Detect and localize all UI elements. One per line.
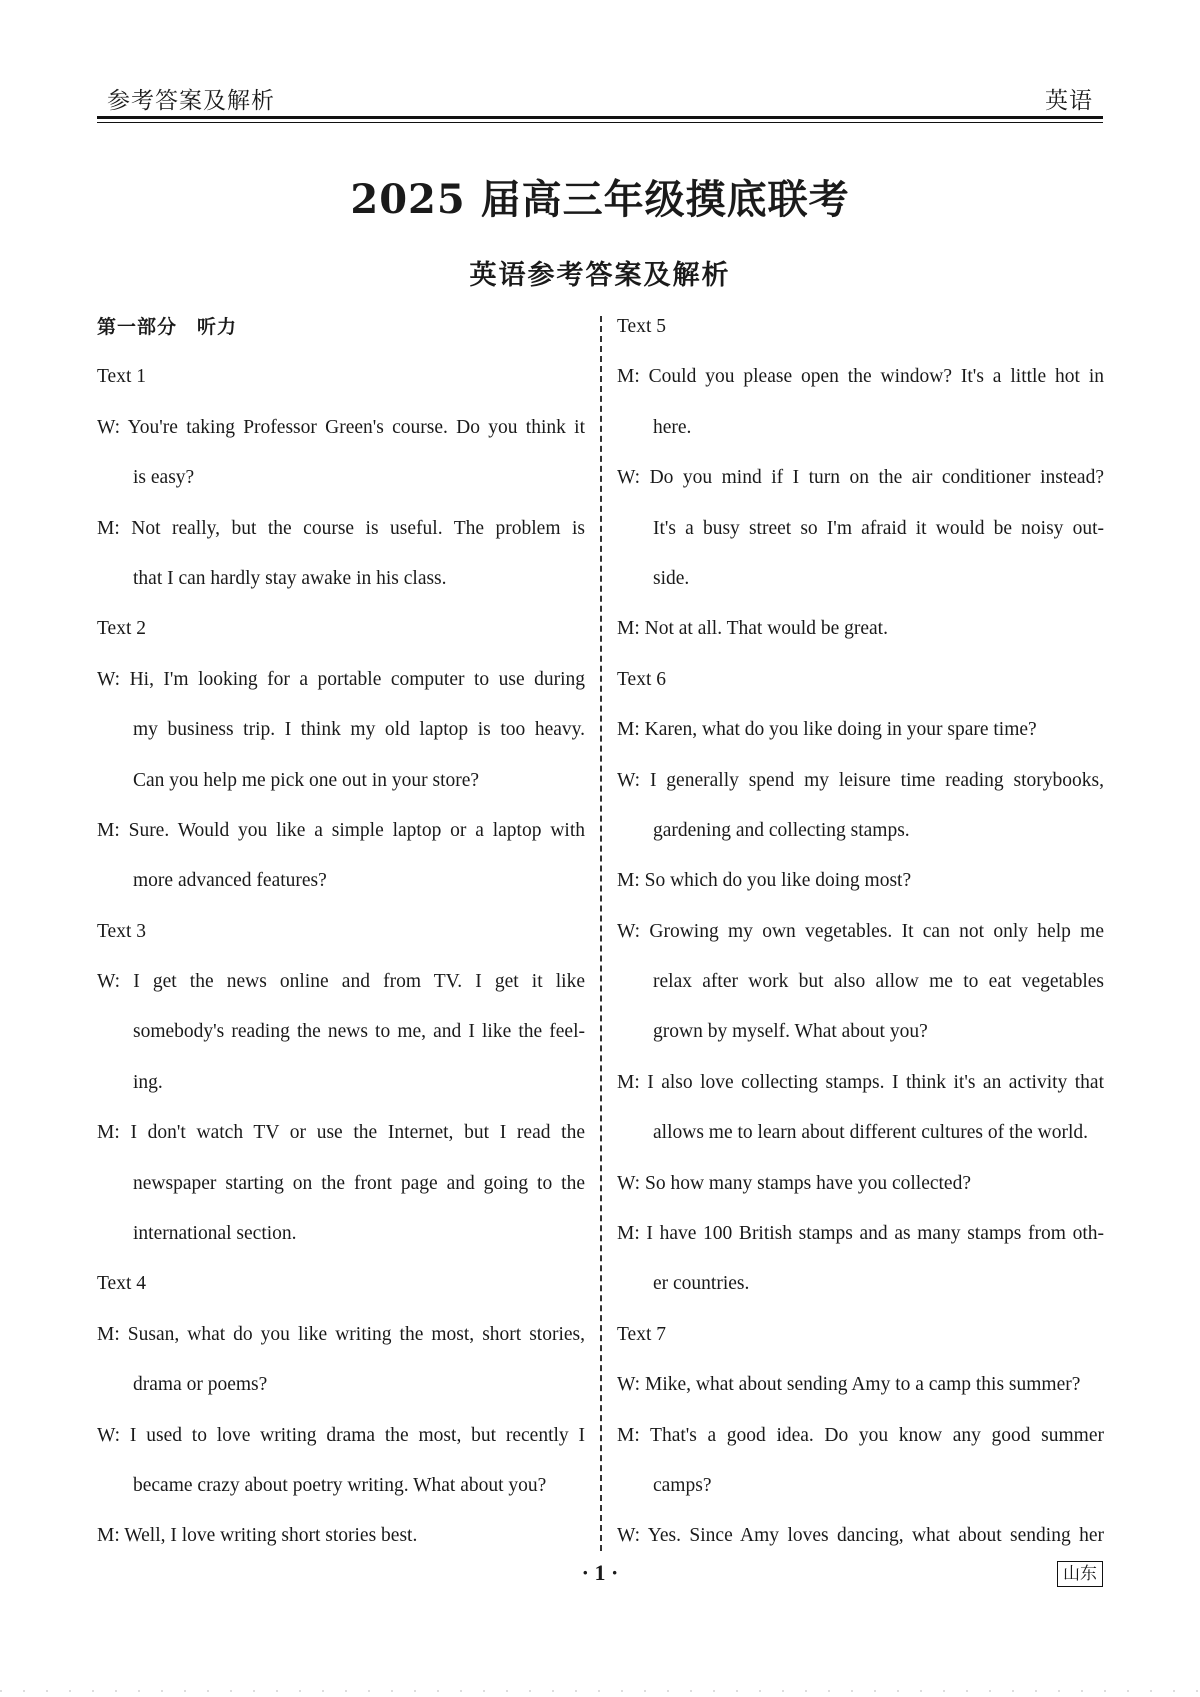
text-label: Text 5 xyxy=(617,316,666,337)
speaker-line: M: Not at all. That would be great. xyxy=(617,618,888,640)
continuation-line: more advanced features? xyxy=(133,870,327,892)
continuation-line: grown by myself. What about you? xyxy=(653,1021,928,1043)
text-label: Text 6 xyxy=(617,668,666,690)
continuation-line: became crazy about poetry writing. What about you? xyxy=(133,1474,547,1496)
left-column xyxy=(97,316,585,1576)
text-label: Text 1 xyxy=(97,366,146,388)
speaker-line: W: Yes. Since Amy loves dancing, what about sending her xyxy=(617,1525,1104,1547)
speaker-line: W: So how many stamps have you collected? xyxy=(617,1172,971,1194)
running-header xyxy=(97,80,1103,116)
speaker-line: W: I generally spend my leisure time reading storybooks, xyxy=(617,769,1104,791)
text-label: Text 2 xyxy=(97,618,146,640)
section-heading: 第一部分 听力 xyxy=(97,316,238,338)
continuation-line: is easy? xyxy=(133,467,195,489)
speaker-line: M: Karen, what do you like doing in your spare time? xyxy=(617,719,1037,741)
continuation-line: international section. xyxy=(133,1223,297,1245)
continuation-line: here. xyxy=(653,416,692,438)
header-left-title: 参考答案及解析 xyxy=(107,88,275,114)
region-badge: 山东 xyxy=(1057,1561,1103,1587)
header-subject: 英语 xyxy=(1045,88,1093,114)
speaker-line: M: So which do you like doing most? xyxy=(617,870,912,892)
speaker-line: W: Growing my own vegetables. It can not only help me xyxy=(617,920,1104,942)
speaker-line: W: Do you mind if I turn on the air conditioner instead? xyxy=(617,467,1104,489)
text-label: Text 4 xyxy=(97,1273,146,1295)
header-rule-thick xyxy=(97,116,1103,119)
speaker-line: M: Sure. Would you like a simple laptop or a laptop with xyxy=(97,819,585,841)
continuation-line: that I can hardly stay awake in his class. xyxy=(133,567,447,589)
scan-artifact-strip xyxy=(0,1690,1200,1692)
speaker-line: M: Well, I love writing short stories best. xyxy=(97,1525,418,1547)
continuation-line: gardening and collecting stamps. xyxy=(653,819,910,841)
speaker-line: W: I used to love writing drama the most, but recently I xyxy=(97,1424,585,1446)
speaker-line: M: That's a good idea. Do you know any good summer xyxy=(617,1424,1104,1446)
column-divider xyxy=(600,316,602,1551)
speaker-line: W: Hi, I'm looking for a portable computer to use during xyxy=(97,668,585,690)
page-number: · 1 · xyxy=(581,1560,619,1585)
continuation-line: drama or poems? xyxy=(133,1374,268,1396)
continuation-line: relax after work but also allow me to eat vegetables xyxy=(653,971,1104,993)
text-label: Text 7 xyxy=(617,1323,666,1345)
speaker-line: M: I don't watch TV or use the Internet, but I read the xyxy=(97,1122,585,1144)
continuation-line: camps? xyxy=(653,1474,712,1496)
speaker-line: M: I have 100 British stamps and as many stamps from oth- xyxy=(617,1223,1104,1245)
continuation-line: newspaper starting on the front page and going to the xyxy=(133,1172,585,1194)
exam-title: 2025 届高三年级摸底联考 xyxy=(350,176,850,223)
continuation-line: ing. xyxy=(133,1071,163,1093)
speaker-line: W: You're taking Professor Green's course. Do you think it xyxy=(97,416,585,438)
speaker-line: W: Mike, what about sending Amy to a camp this summer? xyxy=(617,1374,1081,1396)
speaker-line: M: Not really, but the course is useful. The problem is xyxy=(97,517,585,539)
continuation-line: er countries. xyxy=(653,1273,750,1295)
right-column xyxy=(617,316,1104,1576)
continuation-line: side. xyxy=(653,567,690,589)
speaker-line: W: I get the news online and from TV. I get it like xyxy=(97,971,585,993)
exam-subtitle: 英语参考答案及解析 xyxy=(469,260,731,291)
text-label: Text 3 xyxy=(97,920,146,942)
speaker-line: M: Could you please open the window? It's a little hot in xyxy=(617,366,1104,388)
speaker-line: M: Susan, what do you like writing the most, short stories, xyxy=(97,1323,585,1345)
continuation-line: Can you help me pick one out in your store? xyxy=(133,769,480,791)
continuation-line: somebody's reading the news to me, and I like the feel- xyxy=(133,1021,585,1043)
continuation-line: allows me to learn about different cultures of the world. xyxy=(653,1122,1089,1144)
continuation-line: It's a busy street so I'm afraid it would be noisy out- xyxy=(653,517,1104,539)
speaker-line: M: I also love collecting stamps. I think it's an activity that xyxy=(617,1071,1104,1093)
header-rule-thin xyxy=(97,122,1103,123)
continuation-line: my business trip. I think my old laptop is too heavy. xyxy=(133,719,585,741)
